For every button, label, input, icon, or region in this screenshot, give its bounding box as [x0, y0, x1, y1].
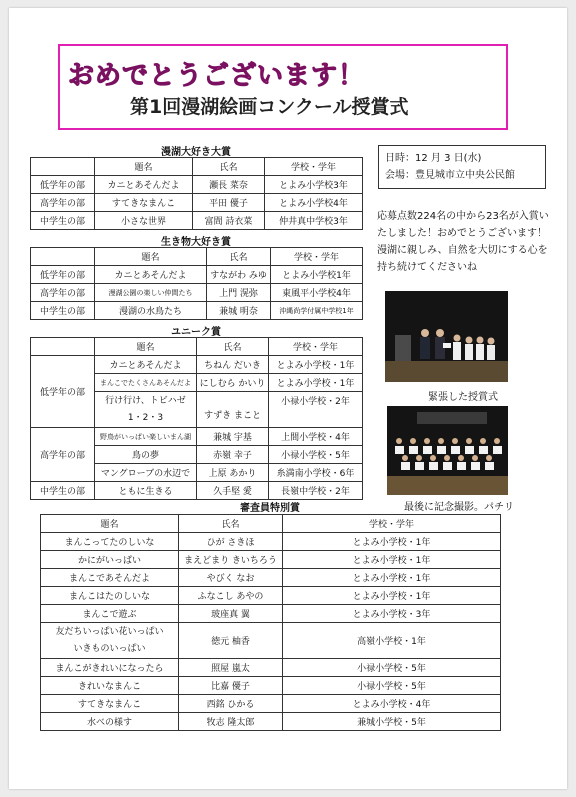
division-cell: 高学年の部 [31, 194, 95, 212]
award2-title: 生き物大好き賞 [161, 237, 231, 248]
award2-col-name: 氏名 [207, 248, 271, 266]
title-cell: 水べの様す [41, 713, 179, 731]
name-cell: 兼城 明奈 [207, 302, 271, 320]
school-cell: とよみ小学校・1年 [283, 569, 501, 587]
division-cell: 高学年の部 [31, 284, 95, 302]
title-cell: 漫湖公園の楽しい仲間たち [95, 284, 207, 302]
name-cell: ひが さきほ [179, 533, 283, 551]
award1-col-school: 学校・学年 [265, 158, 363, 176]
title-cell: まんこってたのしいな [41, 533, 179, 551]
school-cell: とよみ小学校1年 [271, 266, 363, 284]
title-cell: まんこであそんだよ [41, 569, 179, 587]
name-cell: にしむら かいり [197, 374, 269, 392]
table-row [31, 266, 363, 284]
name-cell: すずき まこと [197, 392, 269, 428]
school-cell: とよみ小学校・1年 [269, 356, 363, 374]
name-cell: すながわ みゆ [207, 266, 271, 284]
title-line2: いきものいっぱい [73, 643, 146, 654]
division-cell: 低学年の部 [31, 176, 95, 194]
award3-blank-header [31, 338, 95, 356]
table-row [31, 176, 363, 194]
table-row [31, 302, 363, 320]
title-cell: 野鳥がいっぱい楽しいまん湖 [95, 428, 197, 446]
table-row [41, 569, 501, 587]
photo-caption-1: 緊張した授賞式 [428, 392, 498, 403]
award1-table [30, 157, 363, 230]
title-cell: カニとあそんだよ [95, 176, 193, 194]
table-row [31, 428, 363, 446]
title-line1: 友だちいっぱい花いっぱい [55, 626, 164, 637]
title-cell: まんこはたのしいな [41, 587, 179, 605]
table-row [41, 623, 501, 659]
title-line1: 行け行け、トビハゼ [105, 395, 186, 406]
table-row [31, 194, 363, 212]
division-cell: 中学生の部 [31, 212, 95, 230]
name-cell: 照屋 嵐太 [179, 659, 283, 677]
name-cell: 平田 優子 [193, 194, 265, 212]
award4-table [40, 514, 501, 731]
school-cell: とよみ小学校・1年 [269, 374, 363, 392]
table-row [41, 677, 501, 695]
title-cell: まんこがきれいになったら [41, 659, 179, 677]
name-cell: 瀬長 菜奈 [193, 176, 265, 194]
school-cell: 小禄小学校・5年 [269, 446, 363, 464]
ceremony-photo [385, 291, 508, 382]
school-cell: 上間小学校・4年 [269, 428, 363, 446]
school-cell: 東風平小学校4年 [271, 284, 363, 302]
award3-title: ユニーク賞 [171, 327, 221, 338]
division-cell: 低学年の部 [31, 356, 95, 428]
name-cell: 徳元 柚香 [179, 623, 283, 659]
title-cell: まんこで遊ぶ [41, 605, 179, 623]
award1-blank-header [31, 158, 95, 176]
school-cell: とよみ小学校3年 [265, 176, 363, 194]
division-cell: 中学生の部 [31, 302, 95, 320]
name-cell: 久手堅 愛 [197, 482, 269, 500]
award2-col-school: 学校・学年 [271, 248, 363, 266]
event-venue: 会場：豊見城市立中央公民館 [385, 170, 515, 181]
school-cell: 長嶺中学校・2年 [269, 482, 363, 500]
division-cell: 低学年の部 [31, 266, 95, 284]
award1-col-name: 氏名 [193, 158, 265, 176]
title-cell: カニとあそんだよ [95, 266, 207, 284]
school-cell: とよみ小学校・3年 [283, 605, 501, 623]
title-cell: かにがいっぱい [41, 551, 179, 569]
award2-blank-header [31, 248, 95, 266]
school-cell: とよみ小学校・1年 [283, 551, 501, 569]
school-cell: とよみ小学校4年 [265, 194, 363, 212]
event-subtitle: 第1回漫湖絵画コンクール授賞式 [130, 96, 409, 118]
name-cell: 兼城 宇基 [197, 428, 269, 446]
group-photo-image [387, 406, 508, 495]
table-row [41, 659, 501, 677]
name-cell: 赤嶺 幸子 [197, 446, 269, 464]
headline: おめでとうございます！ [68, 61, 366, 91]
title-cell: きれいなまんこ [41, 677, 179, 695]
school-cell: 高嶺小学校・1年 [283, 623, 501, 659]
name-cell: 比嘉 優子 [179, 677, 283, 695]
name-cell: ちねん だいき [197, 356, 269, 374]
title-cell: すてきなまんこ [95, 194, 193, 212]
table-row [41, 605, 501, 623]
name-cell: 上原 あかり [197, 464, 269, 482]
school-cell: 仲井真中学校3年 [265, 212, 363, 230]
school-cell: 沖縄尚学付属中学校1年 [271, 302, 363, 320]
table-row [31, 284, 363, 302]
award3-col-school: 学校・学年 [269, 338, 363, 356]
title-cell: まんこでたくさんあそんだよ [95, 374, 197, 392]
group-photo [387, 406, 508, 495]
school-cell: 小禄小学校・2年 [269, 392, 363, 428]
ceremony-photo-image [385, 291, 508, 382]
award3-col-title: 題名 [95, 338, 197, 356]
congratulation-message: 応募点数224名の中から23名が入賞いたしました！おめでとうございます！漫湖に親しみ、自然を大切にする心を持ち続けてくださいね [377, 211, 549, 273]
school-cell: 兼城小学校・5年 [283, 713, 501, 731]
name-cell: 牧志 隆太郎 [179, 713, 283, 731]
title-cell [41, 623, 179, 659]
school-cell: 小禄小学校・5年 [283, 677, 501, 695]
award3-col-name: 氏名 [197, 338, 269, 356]
title-cell: 鳥の夢 [95, 446, 197, 464]
name-cell: ふなこし あやの [179, 587, 283, 605]
event-date: 日時：12 月 3 日(水) [385, 153, 482, 164]
award2-col-title: 題名 [95, 248, 207, 266]
division-cell: 中学生の部 [31, 482, 95, 500]
award4-col-title: 題名 [41, 515, 179, 533]
table-row [41, 713, 501, 731]
school-cell: 糸満南小学校・6年 [269, 464, 363, 482]
table-row [41, 533, 501, 551]
title-cell: 小さな世界 [95, 212, 193, 230]
table-row [31, 356, 363, 374]
title-cell: マングローブの水辺で [95, 464, 197, 482]
title-cell: すてきなまんこ [41, 695, 179, 713]
event-info-box [378, 145, 546, 189]
table-row [41, 551, 501, 569]
award1-title: 漫湖大好き大賞 [161, 147, 231, 158]
school-cell: とよみ小学校・1年 [283, 587, 501, 605]
table-row [41, 587, 501, 605]
school-cell: 小禄小学校・5年 [283, 659, 501, 677]
title-cell: カニとあそんだよ [95, 356, 197, 374]
table-row [31, 482, 363, 500]
table-row [31, 212, 363, 230]
award4-col-name: 氏名 [179, 515, 283, 533]
name-cell: 上門 滉弥 [207, 284, 271, 302]
table-row [41, 695, 501, 713]
award4-title: 審査員特別賞 [240, 503, 300, 514]
division-cell: 高学年の部 [31, 428, 95, 482]
title-line2: 1・2・3 [127, 412, 164, 423]
title-cell [95, 392, 197, 428]
name-cell: 富間 詩衣菜 [193, 212, 265, 230]
title-cell: ともに生きる [95, 482, 197, 500]
award4-col-school: 学校・学年 [283, 515, 501, 533]
school-cell: とよみ小学校・4年 [283, 695, 501, 713]
name-cell: まえどまり きいちろう [179, 551, 283, 569]
award2-table [30, 247, 363, 320]
name-cell: 西銘 ひかる [179, 695, 283, 713]
award3-table [30, 337, 363, 500]
name-cell: 玻座真 翼 [179, 605, 283, 623]
award1-col-title: 題名 [95, 158, 193, 176]
photo-caption-2: 最後に記念撮影。パチリ [404, 502, 514, 513]
name-cell: やびく なお [179, 569, 283, 587]
school-cell: とよみ小学校・1年 [283, 533, 501, 551]
title-cell: 漫湖の水鳥たち [95, 302, 207, 320]
